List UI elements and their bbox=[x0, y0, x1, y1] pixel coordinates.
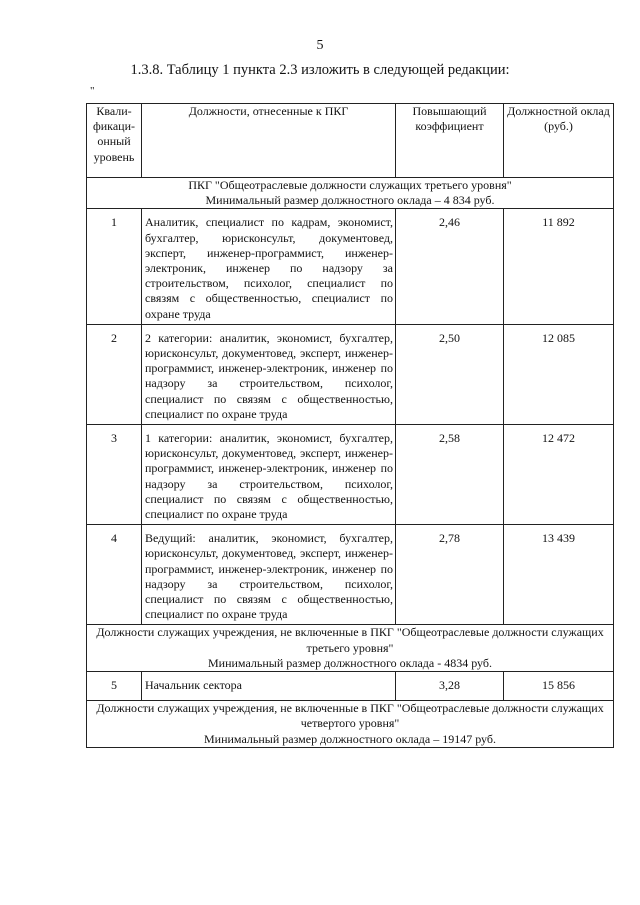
row-salary: 12 085 bbox=[504, 324, 614, 424]
row-level: 4 bbox=[87, 525, 142, 625]
header-qualification-level: Квали-фикаци-онный уровень bbox=[87, 104, 142, 178]
page-number: 5 bbox=[316, 38, 324, 53]
table-row bbox=[87, 324, 614, 424]
opening-quote-mark: " bbox=[90, 85, 95, 97]
row-positions: Ведущий: аналитик, экономист, бухгалтер, юрисконсульт, документовед, эксперт, инженер-программист, инженер-электроник, инженер по надзору за строительством, психолог, специалист по связям с общественностью, специалист по охране труда bbox=[142, 525, 396, 625]
group-title: Должности служащих учреждения, не включенные в ПКГ "Общеотраслевые должности служащих четвертого уровня" bbox=[96, 701, 604, 731]
group-minimum-salary: Минимальный размер должностного оклада – 4 834 руб. bbox=[205, 193, 495, 208]
table-row bbox=[87, 525, 614, 625]
row-coefficient: 2,58 bbox=[396, 425, 504, 525]
table-row bbox=[87, 672, 614, 701]
header-coefficient: Повышающий коэффициент bbox=[396, 104, 504, 178]
group-title: Должности служащих учреждения, не включенные в ПКГ "Общеотраслевые должности служащих третьего уровня" bbox=[96, 625, 604, 655]
row-salary: 12 472 bbox=[504, 425, 614, 525]
row-level: 5 bbox=[87, 672, 142, 701]
row-positions: Начальник сектора bbox=[142, 672, 396, 701]
section-heading: 1.3.8. Таблицу 1 пункта 2.3 изложить в следующей редакции: bbox=[130, 62, 510, 78]
table-header-row bbox=[87, 104, 614, 178]
row-salary: 11 892 bbox=[504, 209, 614, 324]
salary-table bbox=[86, 103, 614, 748]
header-salary: Должностной оклад (руб.) bbox=[504, 104, 614, 178]
table-row bbox=[87, 425, 614, 525]
group-row-pkg-third-level bbox=[87, 178, 614, 209]
row-coefficient: 2,50 bbox=[396, 324, 504, 424]
group-minimum-salary: Минимальный размер должностного оклада - 4834 руб. bbox=[208, 655, 492, 670]
header-positions: Должности, отнесенные к ПКГ bbox=[142, 104, 396, 178]
group-row-not-in-pkg-fourth-level bbox=[87, 701, 614, 748]
row-coefficient: 2,46 bbox=[396, 209, 504, 324]
row-positions: 1 категории: аналитик, экономист, бухгалтер, юрисконсульт, документовед, эксперт, инженер-программист, инженер-электроник, инженер по надзору за строительством, психолог, специалист по связям с общественностью, специалист по охране труда bbox=[142, 425, 396, 525]
row-salary: 13 439 bbox=[504, 525, 614, 625]
row-coefficient: 3,28 bbox=[396, 672, 504, 701]
group-row-not-in-pkg-third-level bbox=[87, 625, 614, 672]
group-title: ПКГ "Общеотраслевые должности служащих третьего уровня" bbox=[188, 178, 512, 192]
group-minimum-salary: Минимальный размер должностного оклада – 19147 руб. bbox=[204, 731, 496, 746]
row-level: 3 bbox=[87, 425, 142, 525]
table-row bbox=[87, 209, 614, 324]
row-coefficient: 2,78 bbox=[396, 525, 504, 625]
row-positions: Аналитик, специалист по кадрам, экономист, бухгалтер, юрисконсульт, документовед, эксперт, инженер-программист, инженер-электроник, инженер по надзору за строительством, психолог, специалист по связям с общественностью, специалист по охране труда bbox=[142, 209, 396, 324]
row-salary: 15 856 bbox=[504, 672, 614, 701]
row-positions: 2 категории: аналитик, экономист, бухгалтер, юрисконсульт, документовед, эксперт, инженер-программист, инженер-электроник, инженер по надзору за строительством, психолог, специалист по связям с общественностью, специалист по охране труда bbox=[142, 324, 396, 424]
row-level: 1 bbox=[87, 209, 142, 324]
row-level: 2 bbox=[87, 324, 142, 424]
